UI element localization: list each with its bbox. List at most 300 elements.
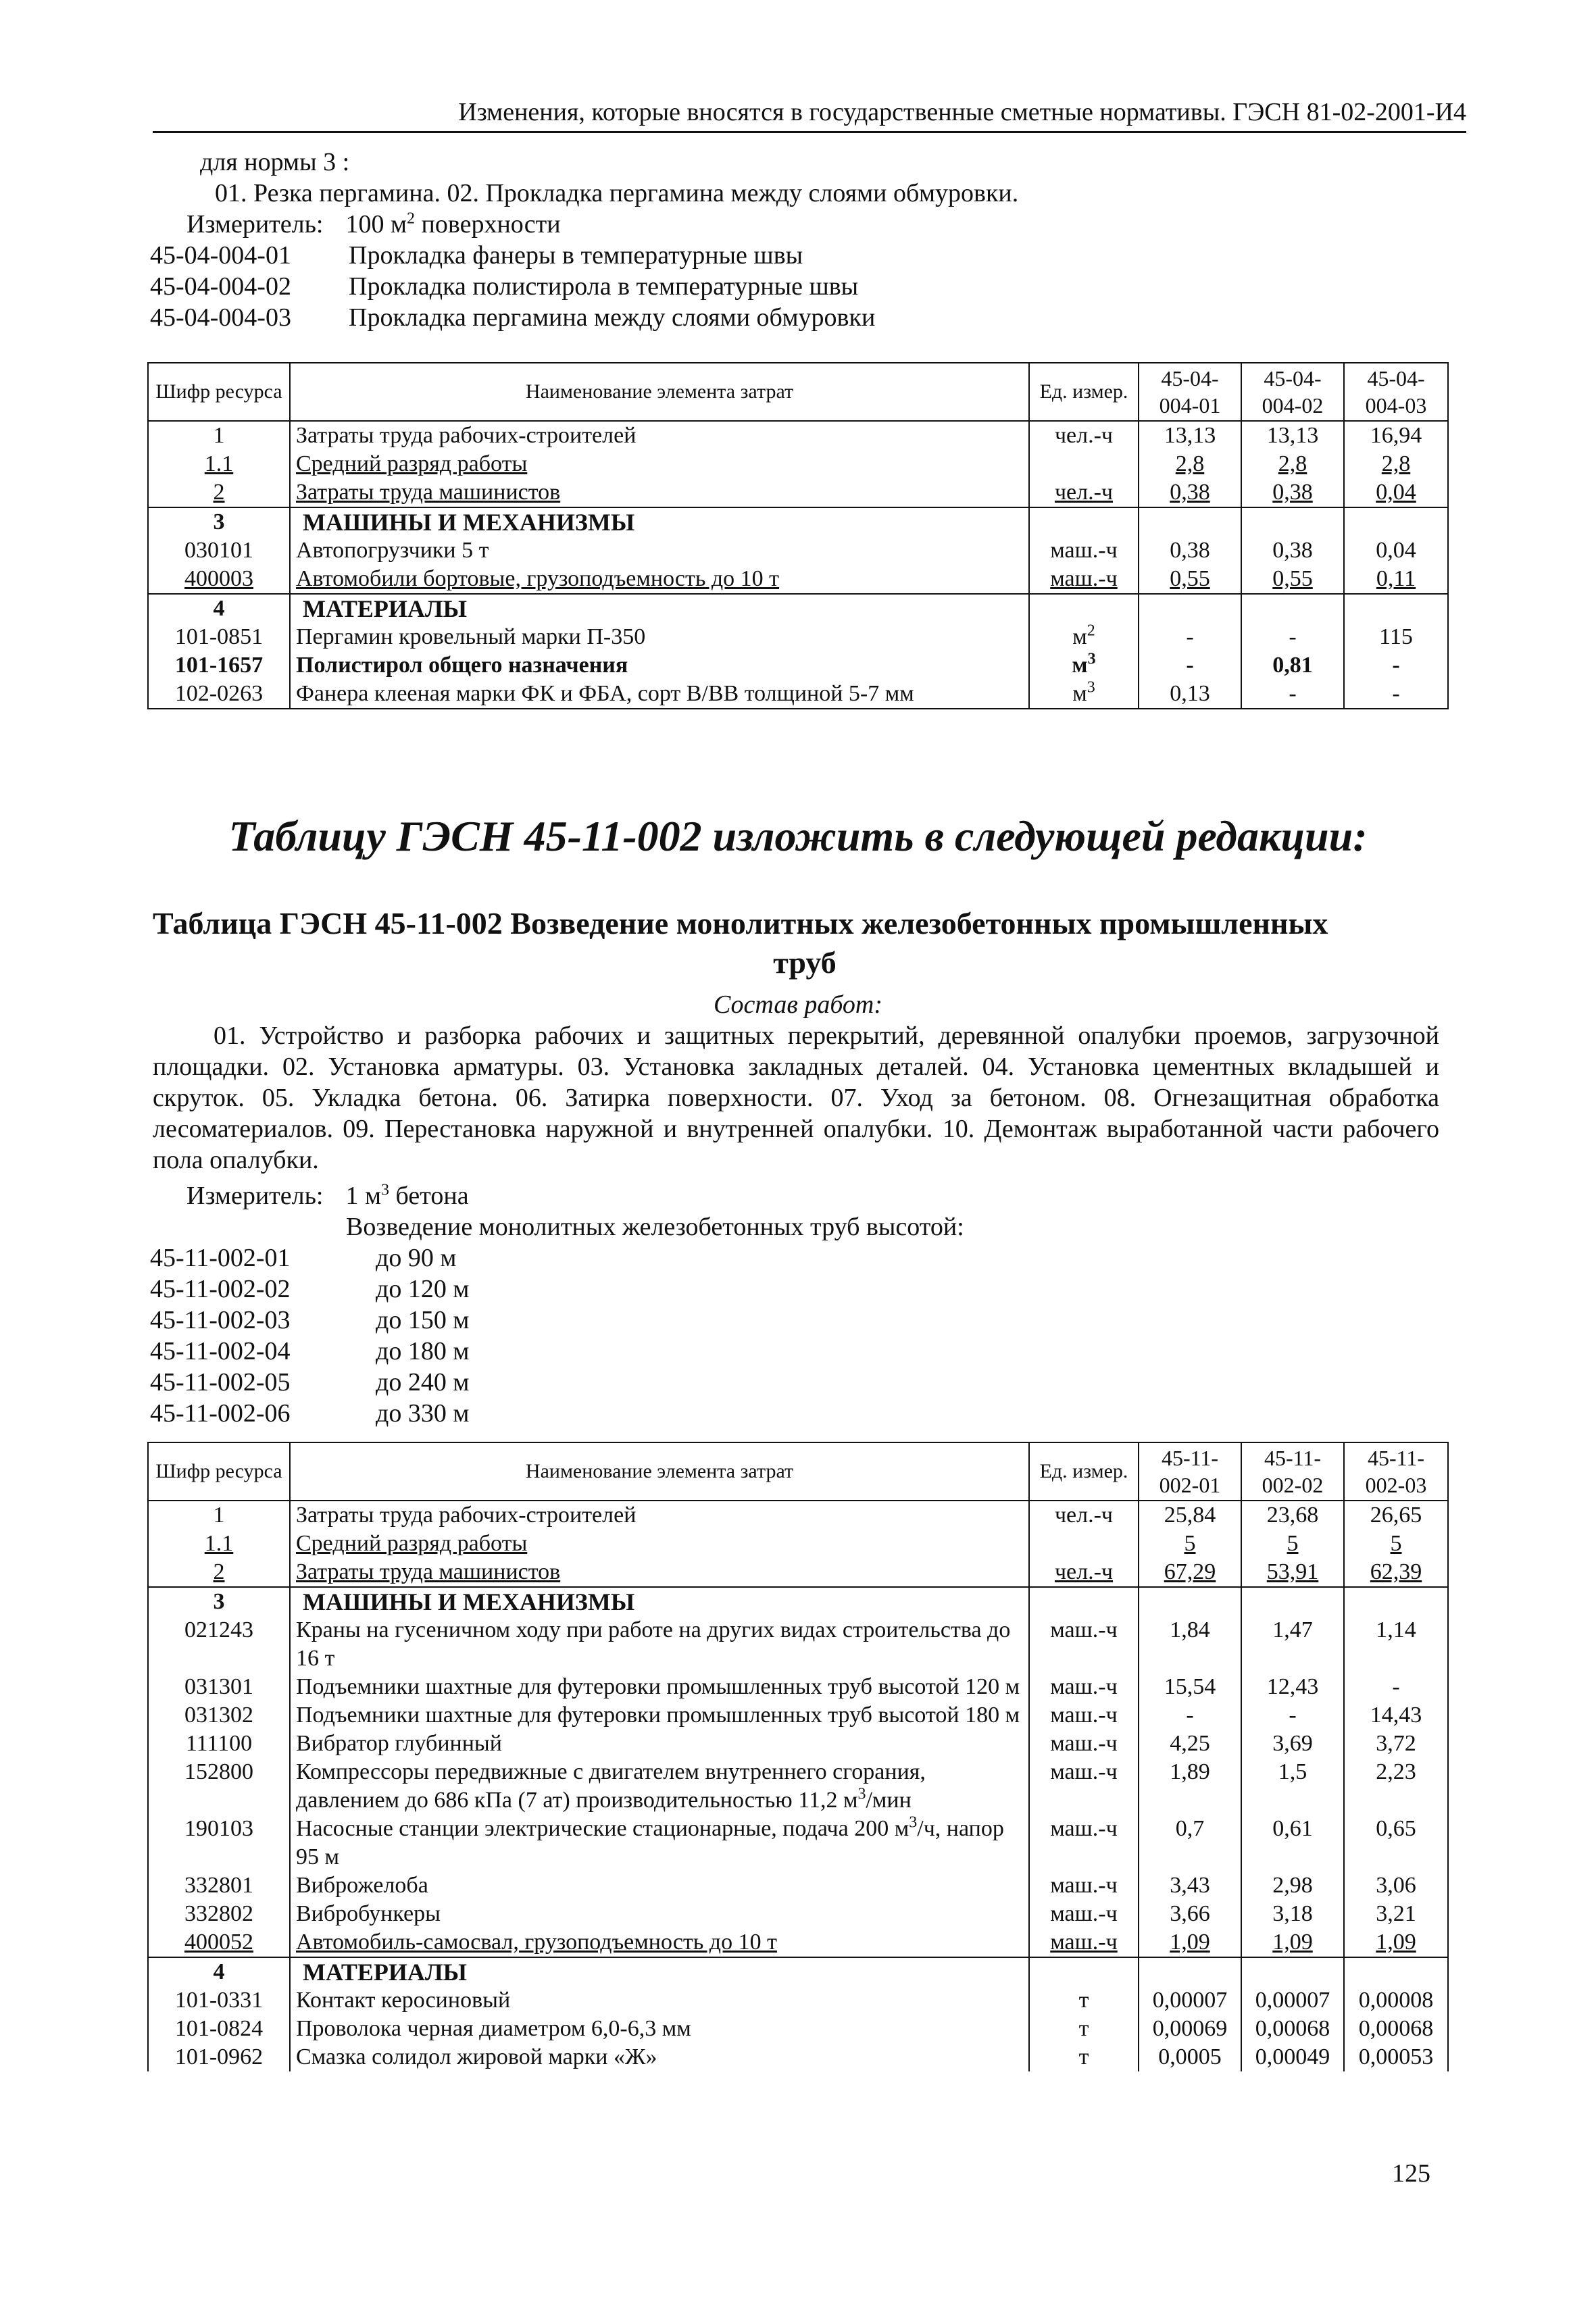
table-row xyxy=(148,1758,1448,1815)
row-code: 3 xyxy=(148,1587,290,1616)
row-unit xyxy=(1029,450,1139,478)
row-value-2: 3,18 xyxy=(1241,1900,1344,1928)
row-value-2 xyxy=(1241,507,1344,536)
row-value-3: 0,04 xyxy=(1344,536,1448,565)
norm3-code-1: 45-04-004-01 xyxy=(150,241,291,270)
row-unit: маш.-ч xyxy=(1029,1758,1139,1815)
row-unit: маш.-ч xyxy=(1029,1871,1139,1900)
row-code xyxy=(148,565,290,594)
row-code: 332801 xyxy=(148,1871,290,1900)
row-value-1: 0,13 xyxy=(1139,680,1241,709)
norm3-code-2: 45-04-004-02 xyxy=(150,272,291,301)
table-row xyxy=(148,1673,1448,1701)
table2-header-name: Наименование элемента затрат xyxy=(290,1442,1029,1501)
resource-table-2 xyxy=(147,1442,1449,2071)
row-name xyxy=(290,1758,1029,1815)
norm3-name-2: Прокладка полистирола в температурные швы xyxy=(349,272,859,301)
row-value-2: 13,13 xyxy=(1241,421,1344,450)
row-name: МАШИНЫ И МЕХАНИЗМЫ xyxy=(290,1587,1029,1616)
row-value-1: 25,84 xyxy=(1139,1501,1241,1530)
row-value-3: 26,65 xyxy=(1344,1501,1448,1530)
row-unit xyxy=(1029,565,1139,594)
table1-header-col2-b: 004-02 xyxy=(1262,393,1324,418)
row-name-text: Насосные станции электрические стационарные, подача 200 м xyxy=(296,1816,909,1841)
row-value-2 xyxy=(1241,450,1344,478)
table-row xyxy=(148,623,1448,651)
table-section-row xyxy=(148,594,1448,623)
row-code: 101-0851 xyxy=(148,623,290,651)
table2-header-col1 xyxy=(1139,1442,1241,1501)
height-code-5: 45-11-002-05 xyxy=(150,1368,291,1397)
row-name xyxy=(290,450,1029,478)
row-value-1: 13,13 xyxy=(1139,421,1241,450)
row-value-3 xyxy=(1344,478,1448,507)
section-heading: Таблицу ГЭСН 45-11-002 изложить в следующей редакции: xyxy=(228,812,1368,860)
row-unit xyxy=(1029,1957,1139,1986)
row-value-2: 1,47 xyxy=(1241,1616,1344,1673)
row-unit xyxy=(1029,1587,1139,1616)
table-row xyxy=(148,1530,1448,1558)
row-unit: маш.-ч xyxy=(1029,1730,1139,1758)
table2-header-col3 xyxy=(1344,1442,1448,1501)
row-value-2 xyxy=(1241,1957,1344,1986)
table-row xyxy=(148,1701,1448,1730)
height-code-1: 45-11-002-01 xyxy=(150,1244,291,1272)
row-unit: т xyxy=(1029,1986,1139,2015)
row-value-2: 0,61 xyxy=(1241,1815,1344,1871)
heights-title: Возведение монолитных железобетонных труб высотой: xyxy=(346,1213,964,1241)
row-value-2-text: 1,09 xyxy=(1272,1930,1313,1955)
row-unit xyxy=(1029,507,1139,536)
norm3-works: 01. Резка пергамина. 02. Прокладка пергамина между слоями обмуровки. xyxy=(215,179,1019,207)
row-name: Автопогрузчики 5 т xyxy=(290,536,1029,565)
row-code xyxy=(148,450,290,478)
row-unit: маш.-ч xyxy=(1029,1673,1139,1701)
row-name: Фанера клееная марки ФК и ФБА, сорт В/ВВ толщиной 5-7 мм xyxy=(290,680,1029,709)
row-value-1: 3,66 xyxy=(1139,1900,1241,1928)
row-unit: маш.-ч xyxy=(1029,1815,1139,1871)
row-value-1-text: 1,09 xyxy=(1170,1930,1210,1955)
row-value-2: 3,69 xyxy=(1241,1730,1344,1758)
row-value-3 xyxy=(1344,1558,1448,1587)
row-value-3 xyxy=(1344,507,1448,536)
row-value-2-text: 2,8 xyxy=(1278,451,1307,476)
row-value-1 xyxy=(1139,507,1241,536)
row-code: 4 xyxy=(148,594,290,623)
row-value-1-text: 0,55 xyxy=(1170,566,1210,591)
row-unit: маш.-ч xyxy=(1029,536,1139,565)
row-unit xyxy=(1029,1530,1139,1558)
table-row xyxy=(148,421,1448,450)
row-value-2 xyxy=(1241,594,1344,623)
row-value-1: 15,54 xyxy=(1139,1673,1241,1701)
height-code-6: 45-11-002-06 xyxy=(150,1399,291,1428)
row-value-3: 0,00068 xyxy=(1344,2015,1448,2043)
row-value-1: - xyxy=(1139,623,1241,651)
row-value-1: 0,0005 xyxy=(1139,2043,1241,2071)
row-value-1-text: 5 xyxy=(1184,1531,1196,1556)
row-code: 3 xyxy=(148,507,290,536)
height-code-4: 45-11-002-04 xyxy=(150,1337,291,1365)
row-value-2 xyxy=(1241,565,1344,594)
page-header: Изменения, которые вносятся в государственные сметные нормативы. ГЭСН 81-02-2001-И4 xyxy=(458,98,1466,126)
norm3-name-3: Прокладка пергамина между слоями обмуровки xyxy=(349,303,876,332)
table-row xyxy=(148,1730,1448,1758)
height-value-5: до 240 м xyxy=(376,1368,470,1397)
row-value-3-text: 0,04 xyxy=(1376,480,1416,505)
row-unit xyxy=(1029,680,1139,709)
row-value-2: 1,5 xyxy=(1241,1758,1344,1815)
row-value-3: - xyxy=(1344,651,1448,680)
table-row xyxy=(148,680,1448,709)
norm3-measure-tail: поверхности xyxy=(415,210,561,238)
measure2-sup: 3 xyxy=(381,1181,390,1199)
row-value-1-text: 67,29 xyxy=(1164,1559,1216,1584)
row-unit xyxy=(1029,478,1139,507)
row-value-3 xyxy=(1344,1587,1448,1616)
table-title-line2: труб xyxy=(773,945,837,980)
row-value-2 xyxy=(1241,1587,1344,1616)
row-value-2-text: 0,55 xyxy=(1272,566,1313,591)
row-name-text: Автомобиль-самосвал, грузоподъемность до 10 т xyxy=(296,1930,777,1955)
table2-header-row xyxy=(148,1442,1448,1501)
row-unit-text: маш.-ч xyxy=(1050,566,1118,591)
row-value-2: 12,43 xyxy=(1241,1673,1344,1701)
row-value-3: - xyxy=(1344,1673,1448,1701)
table-row xyxy=(148,1815,1448,1871)
table-row xyxy=(148,1900,1448,1928)
row-name xyxy=(290,565,1029,594)
row-name: Смазка солидол жировой марки «Ж» xyxy=(290,2043,1029,2071)
row-value-1: 0,7 xyxy=(1139,1815,1241,1871)
table-row xyxy=(148,2015,1448,2043)
row-name: Виброжелоба xyxy=(290,1871,1029,1900)
row-unit xyxy=(1029,1928,1139,1957)
row-value-1-text: 2,8 xyxy=(1175,451,1205,476)
row-value-3 xyxy=(1344,594,1448,623)
row-code-text: 2 xyxy=(213,1559,225,1584)
norm3-measure-sup: 2 xyxy=(407,209,416,228)
row-value-3-text: 0,11 xyxy=(1376,566,1416,591)
table-row xyxy=(148,1928,1448,1957)
measure2-value: 1 м xyxy=(345,1182,382,1210)
norm3-code-3: 45-04-004-03 xyxy=(150,303,291,332)
row-value-1 xyxy=(1139,1957,1241,1986)
row-code xyxy=(148,1558,290,1587)
row-unit: маш.-ч xyxy=(1029,1900,1139,1928)
row-value-3-text: 62,39 xyxy=(1370,1559,1422,1584)
row-name: Вибратор глубинный xyxy=(290,1730,1029,1758)
table2-header-col2-b: 002-02 xyxy=(1262,1473,1324,1497)
table-row xyxy=(148,1501,1448,1530)
row-code: 101-1657 xyxy=(148,651,290,680)
height-code-3: 45-11-002-03 xyxy=(150,1306,291,1334)
row-code: 1 xyxy=(148,1501,290,1530)
table1-header-col3-b: 004-03 xyxy=(1365,393,1427,418)
table1-header-name: Наименование элемента затрат xyxy=(290,363,1029,421)
row-value-1 xyxy=(1139,565,1241,594)
row-value-1 xyxy=(1139,478,1241,507)
norm3-measure-label: Измеритель: xyxy=(186,210,324,238)
row-value-1 xyxy=(1139,1928,1241,1957)
row-name xyxy=(290,478,1029,507)
row-value-2 xyxy=(1241,1530,1344,1558)
row-value-3: 3,06 xyxy=(1344,1871,1448,1900)
table-row xyxy=(148,1871,1448,1900)
row-value-1: 3,43 xyxy=(1139,1871,1241,1900)
row-name xyxy=(290,1558,1029,1587)
row-unit-sup: 2 xyxy=(1087,623,1095,640)
row-code-text: 1.1 xyxy=(204,1531,234,1556)
table-row xyxy=(148,1616,1448,1673)
row-value-3: - xyxy=(1344,680,1448,709)
works-label: Состав работ: xyxy=(713,990,883,1019)
row-value-2 xyxy=(1241,478,1344,507)
row-value-1 xyxy=(1139,1587,1241,1616)
table1-header-col3 xyxy=(1344,363,1448,421)
row-name-sup: 3 xyxy=(909,1815,918,1832)
row-code: 101-0331 xyxy=(148,1986,290,2015)
row-value-3-text: 1,09 xyxy=(1376,1930,1416,1955)
table-title xyxy=(153,904,1457,982)
row-value-1: 0,00069 xyxy=(1139,2015,1241,2043)
row-name: МАТЕРИАЛЫ xyxy=(290,594,1029,623)
resource-table-1 xyxy=(147,362,1449,709)
page-number: 125 xyxy=(1392,2159,1430,2188)
row-name: Краны на гусеничном ходу при работе на других видах строительства до 16 т xyxy=(290,1616,1029,1673)
height-value-4: до 180 м xyxy=(376,1337,470,1365)
table1-header-col1-a: 45-04- xyxy=(1161,366,1219,391)
height-value-3: до 150 м xyxy=(376,1306,470,1334)
table2-header-unit: Ед. измер. xyxy=(1029,1442,1139,1501)
table1-header-col1-b: 004-01 xyxy=(1159,393,1221,418)
row-value-3: 0,65 xyxy=(1344,1815,1448,1871)
row-value-3 xyxy=(1344,1530,1448,1558)
height-value-2: до 120 м xyxy=(376,1275,470,1303)
row-unit-sup: 3 xyxy=(1087,651,1096,668)
row-code: 190103 xyxy=(148,1815,290,1871)
row-value-2: 0,00049 xyxy=(1241,2043,1344,2071)
table-row xyxy=(148,1986,1448,2015)
table2-header-col1-b: 002-01 xyxy=(1159,1473,1221,1497)
row-unit-text: маш.-ч xyxy=(1050,1930,1118,1955)
row-name: МАШИНЫ И МЕХАНИЗМЫ xyxy=(290,507,1029,536)
row-value-2 xyxy=(1241,1928,1344,1957)
table-row xyxy=(148,2043,1448,2071)
row-unit: маш.-ч xyxy=(1029,1701,1139,1730)
row-name: Вибробункеры xyxy=(290,1900,1029,1928)
row-value-2-text: 53,91 xyxy=(1266,1559,1319,1584)
row-value-1-text: 0,38 xyxy=(1170,480,1210,505)
table2-header-col1-a: 45-11- xyxy=(1161,1446,1219,1470)
table-title-line1: Таблица ГЭСН 45-11-002 Возведение монолитных железобетонных промышленных xyxy=(153,906,1328,940)
row-name-tail: /ч, напор 95 м xyxy=(296,1816,1004,1869)
table-section-row xyxy=(148,1957,1448,1986)
row-name: МАТЕРИАЛЫ xyxy=(290,1957,1029,1986)
row-value-3: 115 xyxy=(1344,623,1448,651)
row-name xyxy=(290,1928,1029,1957)
table1-header-code: Шифр ресурса xyxy=(148,363,290,421)
row-code xyxy=(148,1928,290,1957)
row-unit-text: м xyxy=(1072,681,1087,706)
row-code: 030101 xyxy=(148,536,290,565)
row-value-2-text: 0,38 xyxy=(1272,480,1313,505)
row-unit: чел.-ч xyxy=(1029,1501,1139,1530)
row-value-2 xyxy=(1241,1558,1344,1587)
row-value-2: 2,98 xyxy=(1241,1871,1344,1900)
row-value-3-text: 2,8 xyxy=(1381,451,1411,476)
row-value-3 xyxy=(1344,1957,1448,1986)
header-rule xyxy=(153,131,1466,133)
row-code: 332802 xyxy=(148,1900,290,1928)
row-code xyxy=(148,478,290,507)
row-name: Затраты труда рабочих-строителей xyxy=(290,421,1029,450)
table-row xyxy=(148,478,1448,507)
norm3-intro: для нормы 3 : xyxy=(200,148,350,176)
row-code: 031302 xyxy=(148,1701,290,1730)
works-text: 01. Устройство и разборка рабочих и защитных перекрытий, деревянной опалубки проемов, загрузочной площадки. 02. Установка арматуры. 03. Установка закладных деталей. 04. Установка цементных вкладышей и скруток. 05. Укладка бетона. 06. Затирка поверхности. 07. Уход за бетоном. 08. Огнезащитная обработка лесоматериалов. 09. Перестановка наружной и внутренней опалубки. 10. Демонтаж выработанной части рабочего пола опалубки. xyxy=(153,1022,1439,1174)
table1-header-col1 xyxy=(1139,363,1241,421)
row-name: Проволока черная диаметром 6,0-6,3 мм xyxy=(290,2015,1029,2043)
row-name: Контакт керосиновый xyxy=(290,1986,1029,2015)
table-row xyxy=(148,536,1448,565)
row-value-2: 0,00068 xyxy=(1241,2015,1344,2043)
table-row xyxy=(148,450,1448,478)
row-name xyxy=(290,1815,1029,1871)
row-code: 021243 xyxy=(148,1616,290,1673)
row-code-text: 2 xyxy=(213,480,225,505)
row-code xyxy=(148,1530,290,1558)
row-name-text: Автомобили бортовые, грузоподъемность до 10 т xyxy=(296,566,780,591)
row-name: Подъемники шахтные для футеровки промышленных труб высотой 120 м xyxy=(290,1673,1029,1701)
row-value-1: 0,38 xyxy=(1139,536,1241,565)
row-name-text: Затраты труда машинистов xyxy=(296,480,561,505)
row-code: 031301 xyxy=(148,1673,290,1701)
row-code-text: 1.1 xyxy=(204,451,234,476)
row-value-3: 1,14 xyxy=(1344,1616,1448,1673)
row-unit-text: чел.-ч xyxy=(1054,480,1114,505)
row-name-tail: /мин xyxy=(866,1788,912,1813)
row-value-2-text: 5 xyxy=(1287,1531,1299,1556)
row-value-1: 1,89 xyxy=(1139,1758,1241,1815)
row-name: Затраты труда рабочих-строителей xyxy=(290,1501,1029,1530)
height-value-6: до 330 м xyxy=(376,1399,470,1428)
row-value-1: 1,84 xyxy=(1139,1616,1241,1673)
table1-header-unit: Ед. измер. xyxy=(1029,363,1139,421)
row-unit-text: м xyxy=(1072,624,1087,649)
row-value-3: 0,00053 xyxy=(1344,2043,1448,2071)
table2-header-col3-a: 45-11- xyxy=(1367,1446,1425,1470)
table-row xyxy=(148,1558,1448,1587)
table2-header-col2 xyxy=(1241,1442,1344,1501)
row-value-3: 16,94 xyxy=(1344,421,1448,450)
height-code-2: 45-11-002-02 xyxy=(150,1275,291,1303)
row-unit: т xyxy=(1029,2043,1139,2071)
row-unit-text: м xyxy=(1072,653,1088,678)
table2-header-col2-a: 45-11- xyxy=(1264,1446,1322,1470)
row-name-text: Затраты труда машинистов xyxy=(296,1559,561,1584)
row-name xyxy=(290,1530,1029,1558)
row-unit: маш.-ч xyxy=(1029,1616,1139,1673)
row-name-sup: 3 xyxy=(857,1785,866,1803)
table2-header-col3-b: 002-03 xyxy=(1365,1473,1427,1497)
row-value-2: 0,81 xyxy=(1241,651,1344,680)
table2-header-code: Шифр ресурса xyxy=(148,1442,290,1501)
row-code: 111100 xyxy=(148,1730,290,1758)
row-unit xyxy=(1029,651,1139,680)
row-code: 102-0263 xyxy=(148,680,290,709)
row-name-text: Средний разряд работы xyxy=(296,1531,528,1556)
row-unit-sup: 3 xyxy=(1087,680,1095,697)
row-code: 152800 xyxy=(148,1758,290,1815)
row-value-1 xyxy=(1139,1530,1241,1558)
row-value-1: 4,25 xyxy=(1139,1730,1241,1758)
table1-header-col2 xyxy=(1241,363,1344,421)
row-value-1: - xyxy=(1139,1701,1241,1730)
measure2-label: Измеритель: xyxy=(186,1182,324,1210)
row-value-1: - xyxy=(1139,651,1241,680)
table-section-row xyxy=(148,507,1448,536)
row-value-2: - xyxy=(1241,1701,1344,1730)
table-row xyxy=(148,651,1448,680)
row-value-3: 3,21 xyxy=(1344,1900,1448,1928)
row-value-2: 0,00007 xyxy=(1241,1986,1344,2015)
row-value-3: 14,43 xyxy=(1344,1701,1448,1730)
row-value-3 xyxy=(1344,1928,1448,1957)
row-code-text: 400003 xyxy=(184,566,253,591)
row-unit: чел.-ч xyxy=(1029,421,1139,450)
row-value-3: 3,72 xyxy=(1344,1730,1448,1758)
row-unit xyxy=(1029,1558,1139,1587)
table1-header-col2-a: 45-04- xyxy=(1264,366,1322,391)
row-code: 101-0962 xyxy=(148,2043,290,2071)
row-code: 4 xyxy=(148,1957,290,1986)
row-value-1: 0,00007 xyxy=(1139,1986,1241,2015)
row-code: 1 xyxy=(148,421,290,450)
table-row xyxy=(148,565,1448,594)
row-name: Пергамин кровельный марки П-350 xyxy=(290,623,1029,651)
row-value-2: - xyxy=(1241,623,1344,651)
row-value-3: 0,00008 xyxy=(1344,1986,1448,2015)
norm3-measure-value: 100 м xyxy=(345,210,407,238)
row-value-3 xyxy=(1344,565,1448,594)
measure2-tail: бетона xyxy=(389,1182,469,1210)
row-name: Подъемники шахтные для футеровки промышленных труб высотой 180 м xyxy=(290,1701,1029,1730)
row-value-1 xyxy=(1139,594,1241,623)
row-value-3-text: 5 xyxy=(1390,1531,1402,1556)
row-value-3 xyxy=(1344,450,1448,478)
row-value-2: - xyxy=(1241,680,1344,709)
row-name: Полистирол общего назначения xyxy=(290,651,1029,680)
height-value-1: до 90 м xyxy=(376,1244,457,1272)
row-name-text: Средний разряд работы xyxy=(296,451,528,476)
norm3-measure xyxy=(186,209,561,240)
table1-header-row xyxy=(148,363,1448,421)
norm3-name-1: Прокладка фанеры в температурные швы xyxy=(349,241,803,270)
table1-header-col3-a: 45-04- xyxy=(1367,366,1425,391)
row-code: 101-0824 xyxy=(148,2015,290,2043)
row-unit xyxy=(1029,623,1139,651)
row-name-text: Компрессоры передвижные с двигателем внутреннего сгорания, давлением до 686 кПа (7 ат) производительностью 11,2 м xyxy=(296,1759,926,1813)
measure2 xyxy=(186,1181,469,1211)
row-value-3: 2,23 xyxy=(1344,1758,1448,1815)
row-unit xyxy=(1029,594,1139,623)
row-unit-text: чел.-ч xyxy=(1054,1559,1114,1584)
row-value-2: 0,38 xyxy=(1241,536,1344,565)
row-value-2: 23,68 xyxy=(1241,1501,1344,1530)
table-section-row xyxy=(148,1587,1448,1616)
row-value-1 xyxy=(1139,1558,1241,1587)
